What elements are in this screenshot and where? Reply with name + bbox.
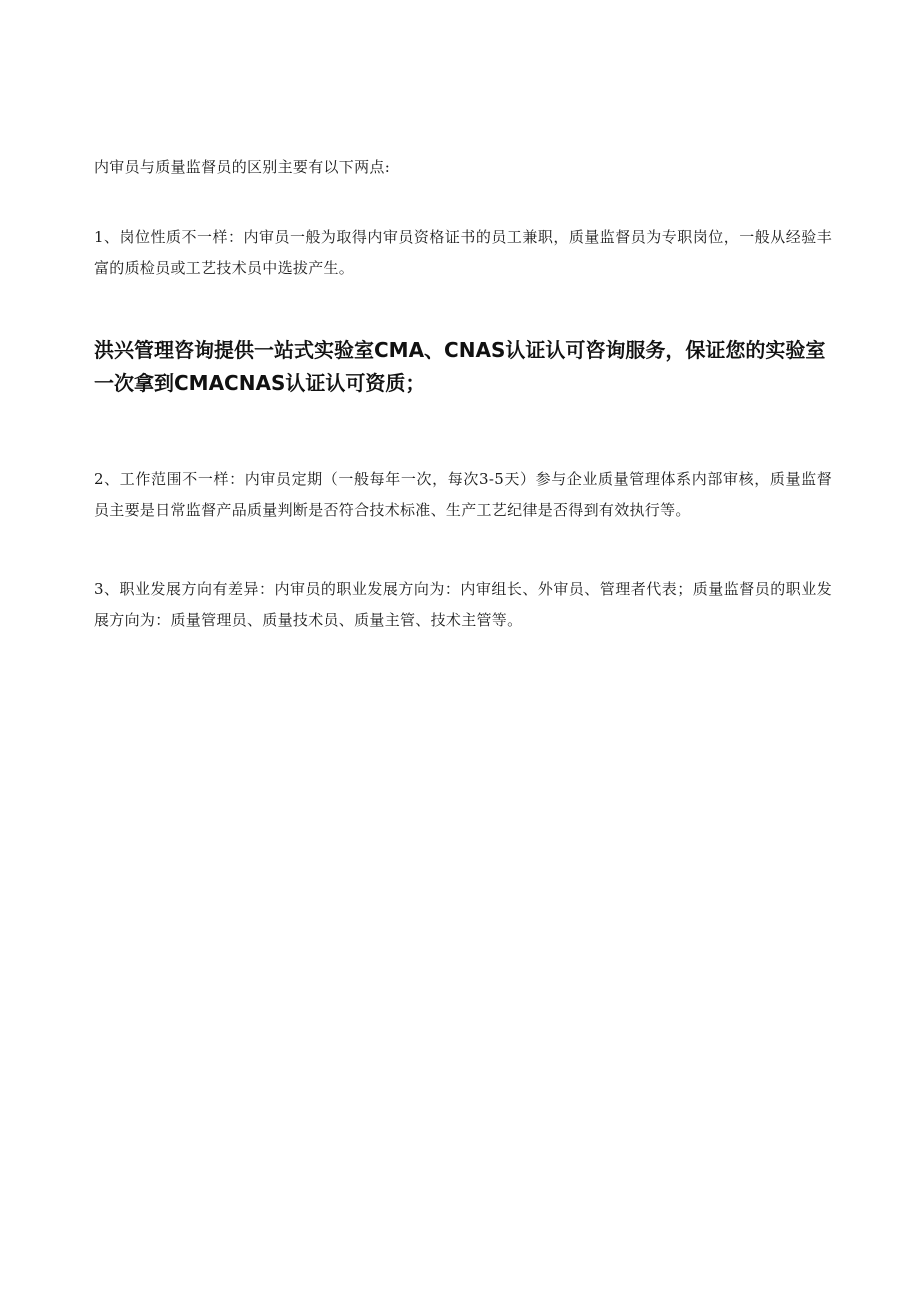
- point-3-paragraph: 3、职业发展方向有差异：内审员的职业发展方向为：内审组长、外审员、管理者代表；质量监督员的职业发展方向为：质量管理员、质量技术员、质量主管、技术主管等。: [94, 580, 832, 629]
- point-1-paragraph: 1、岗位性质不一样：内审员一般为取得内审员资格证书的员工兼职，质量监督员为专职岗位，一般从经验丰富的质检员或工艺技术员中选拔产生。: [94, 228, 832, 277]
- intro-paragraph: 内审员与质量监督员的区别主要有以下两点:: [94, 158, 391, 176]
- point-2-paragraph: 2、工作范围不一样：内审员定期（一般每年一次，每次3-5天）参与企业质量管理体系内部审核，质量监督员主要是日常监督产品质量判断是否符合技术标准、生产工艺纪律是否得到有效执行等。: [94, 470, 832, 519]
- promo-heading: 洪兴管理咨询提供一站式实验室CMA、CNAS认证认可咨询服务，保证您的实验室一次拿到CMACNAS认证认可资质；: [94, 338, 826, 395]
